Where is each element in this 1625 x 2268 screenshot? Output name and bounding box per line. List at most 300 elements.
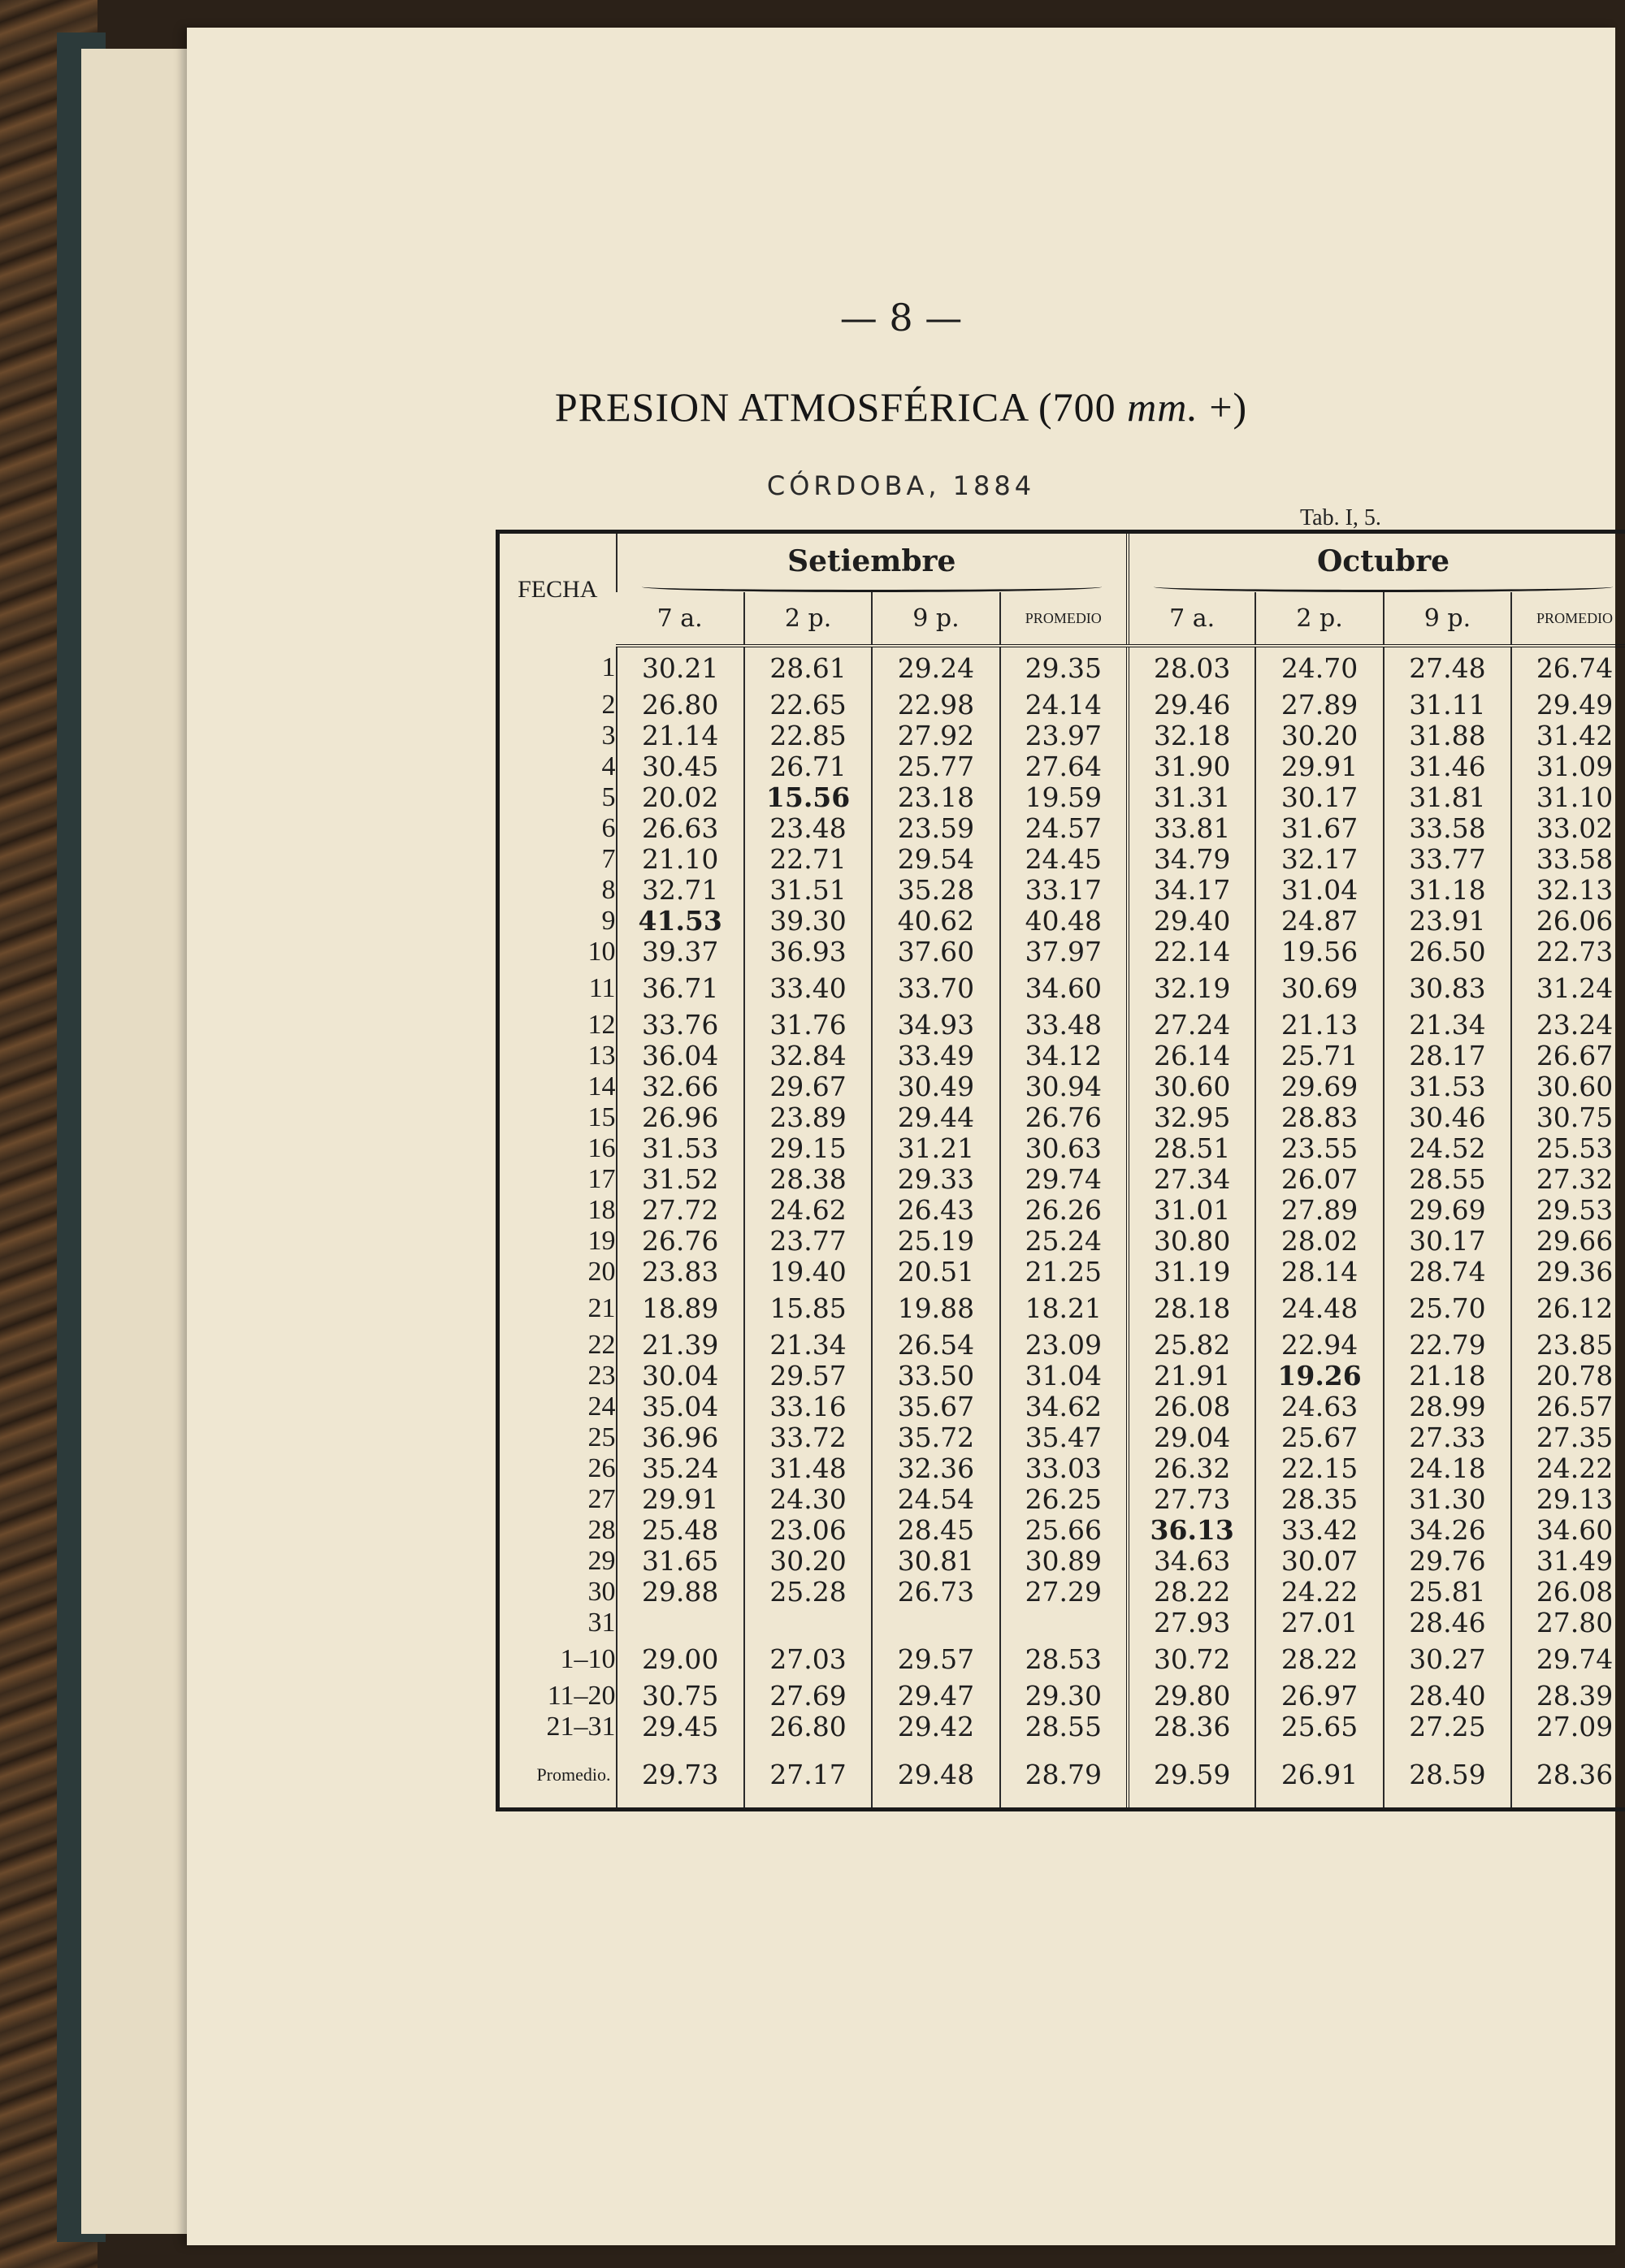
value-cell: 25.28 bbox=[744, 1577, 872, 1608]
value-cell: 30.27 bbox=[1384, 1638, 1511, 1681]
value-cell: 31.24 bbox=[1511, 967, 1625, 1010]
value-cell: 24.22 bbox=[1255, 1577, 1383, 1608]
value-cell: 22.94 bbox=[1255, 1330, 1383, 1361]
value-cell bbox=[1000, 1608, 1128, 1638]
value-cell: 29.04 bbox=[1128, 1422, 1255, 1453]
value-cell: 32.84 bbox=[744, 1041, 872, 1071]
value-cell: 30.75 bbox=[617, 1681, 744, 1712]
table-row bbox=[498, 751, 1625, 782]
value-cell: 26.73 bbox=[872, 1577, 999, 1608]
value-cell: 27.25 bbox=[1384, 1712, 1511, 1742]
value-cell: 28.51 bbox=[1128, 1133, 1255, 1164]
table-row bbox=[498, 1133, 1625, 1164]
value-cell: 26.67 bbox=[1511, 1041, 1625, 1071]
value-cell: 28.35 bbox=[1255, 1484, 1383, 1515]
value-cell: 23.89 bbox=[744, 1102, 872, 1133]
value-cell: 29.24 bbox=[872, 646, 999, 690]
value-cell: 21.34 bbox=[1384, 1010, 1511, 1041]
document-page bbox=[187, 28, 1615, 2245]
value-cell: 24.63 bbox=[1255, 1392, 1383, 1422]
value-cell: 25.71 bbox=[1255, 1041, 1383, 1071]
fecha-cell: 1 bbox=[601, 652, 616, 682]
value-cell: 33.48 bbox=[1000, 1010, 1128, 1041]
value-cell: 28.40 bbox=[1384, 1681, 1511, 1712]
title-unit: mm. bbox=[1127, 384, 1198, 430]
value-cell: 28.39 bbox=[1511, 1681, 1625, 1712]
value-cell: 28.59 bbox=[1384, 1742, 1511, 1810]
value-cell: 27.01 bbox=[1255, 1608, 1383, 1638]
table-row bbox=[498, 646, 1625, 690]
value-cell: 30.07 bbox=[1255, 1546, 1383, 1577]
table-row bbox=[498, 1484, 1625, 1515]
value-cell: 27.72 bbox=[617, 1195, 744, 1226]
month-header-octubre bbox=[1128, 532, 1625, 593]
value-cell: 26.26 bbox=[1000, 1195, 1128, 1226]
table-row bbox=[498, 1330, 1625, 1361]
value-cell: 22.65 bbox=[744, 690, 872, 721]
value-cell: 27.35 bbox=[1511, 1422, 1625, 1453]
value-cell: 31.65 bbox=[617, 1546, 744, 1577]
value-cell: 28.74 bbox=[1384, 1257, 1511, 1288]
col-header-sep-9p: 9 p. bbox=[872, 592, 999, 646]
value-cell: 24.70 bbox=[1255, 646, 1383, 690]
value-cell: 25.67 bbox=[1255, 1422, 1383, 1453]
value-cell: 23.18 bbox=[872, 782, 999, 813]
fecha-cell: 6 bbox=[601, 813, 616, 843]
value-cell: 31.52 bbox=[617, 1164, 744, 1195]
value-cell: 30.46 bbox=[1384, 1102, 1511, 1133]
fecha-cell: 11–20 bbox=[547, 1681, 616, 1711]
value-cell: 28.14 bbox=[1255, 1257, 1383, 1288]
col-header-oct-promedio: PROMEDIO bbox=[1511, 592, 1625, 646]
value-cell: 18.89 bbox=[617, 1288, 744, 1330]
value-cell: 26.74 bbox=[1511, 646, 1625, 690]
value-cell: 23.77 bbox=[744, 1226, 872, 1257]
value-cell: 37.97 bbox=[1000, 937, 1128, 967]
table-row bbox=[498, 1638, 1625, 1681]
table-row bbox=[498, 1608, 1625, 1638]
value-cell: 36.04 bbox=[617, 1041, 744, 1071]
value-cell: 31.01 bbox=[1128, 1195, 1255, 1226]
fecha-cell: 10 bbox=[587, 937, 616, 967]
value-cell: 22.14 bbox=[1128, 937, 1255, 967]
value-cell: 21.13 bbox=[1255, 1010, 1383, 1041]
value-cell: 29.69 bbox=[1255, 1071, 1383, 1102]
value-cell: 31.48 bbox=[744, 1453, 872, 1484]
fecha-cell: 1–10 bbox=[560, 1644, 616, 1674]
col-header-sep-promedio: PROMEDIO bbox=[1000, 592, 1128, 646]
value-cell: 36.96 bbox=[617, 1422, 744, 1453]
value-cell: 26.96 bbox=[617, 1102, 744, 1133]
value-cell: 33.72 bbox=[744, 1422, 872, 1453]
value-cell: 32.18 bbox=[1128, 721, 1255, 751]
value-cell: 20.51 bbox=[872, 1257, 999, 1288]
value-cell: 33.50 bbox=[872, 1361, 999, 1392]
value-cell: 28.53 bbox=[1000, 1638, 1128, 1681]
table-row bbox=[498, 1257, 1625, 1288]
value-cell: 21.39 bbox=[617, 1330, 744, 1361]
value-cell: 33.49 bbox=[872, 1041, 999, 1071]
value-cell: 26.71 bbox=[744, 751, 872, 782]
value-cell: 34.12 bbox=[1000, 1041, 1128, 1071]
value-cell: 34.60 bbox=[1511, 1515, 1625, 1546]
value-cell: 19.56 bbox=[1255, 937, 1383, 967]
value-cell: 23.24 bbox=[1511, 1010, 1625, 1041]
value-cell: 31.21 bbox=[872, 1133, 999, 1164]
page-subtitle: CÓRDOBA, 1884 bbox=[766, 470, 1036, 501]
month-label-octubre: Octubre bbox=[1316, 544, 1450, 578]
value-cell: 32.36 bbox=[872, 1453, 999, 1484]
value-cell: 30.80 bbox=[1128, 1226, 1255, 1257]
table-body bbox=[498, 646, 1625, 1810]
value-cell: 28.61 bbox=[744, 646, 872, 690]
value-cell: 30.69 bbox=[1255, 967, 1383, 1010]
table-row bbox=[498, 1071, 1625, 1102]
value-cell: 30.21 bbox=[617, 646, 744, 690]
fecha-cell: 7 bbox=[601, 844, 616, 874]
value-cell: 25.48 bbox=[617, 1515, 744, 1546]
value-cell: 31.67 bbox=[1255, 813, 1383, 844]
value-cell: 33.77 bbox=[1384, 844, 1511, 875]
page-number: — 8 — bbox=[839, 296, 963, 340]
value-cell: 26.12 bbox=[1511, 1288, 1625, 1330]
value-cell: 31.10 bbox=[1511, 782, 1625, 813]
fecha-cell: 21 bbox=[587, 1293, 616, 1323]
value-cell: 26.43 bbox=[872, 1195, 999, 1226]
value-cell: 29.44 bbox=[872, 1102, 999, 1133]
value-cell: 31.30 bbox=[1384, 1484, 1511, 1515]
value-cell: 23.48 bbox=[744, 813, 872, 844]
value-cell: 18.21 bbox=[1000, 1288, 1128, 1330]
value-cell bbox=[744, 1608, 872, 1638]
fecha-cell: 11 bbox=[588, 973, 616, 1003]
value-cell: 29.88 bbox=[617, 1577, 744, 1608]
value-cell: 29.53 bbox=[1511, 1195, 1625, 1226]
value-cell: 32.66 bbox=[617, 1071, 744, 1102]
value-cell bbox=[872, 1608, 999, 1638]
decorative-rule bbox=[642, 582, 1103, 592]
value-cell: 21.34 bbox=[744, 1330, 872, 1361]
value-cell: 24.45 bbox=[1000, 844, 1128, 875]
value-cell: 23.85 bbox=[1511, 1330, 1625, 1361]
table-row bbox=[498, 1712, 1625, 1742]
value-cell: 28.83 bbox=[1255, 1102, 1383, 1133]
value-cell: 33.58 bbox=[1511, 844, 1625, 875]
value-cell: 28.55 bbox=[1384, 1164, 1511, 1195]
value-cell: 33.16 bbox=[744, 1392, 872, 1422]
value-cell: 32.95 bbox=[1128, 1102, 1255, 1133]
fecha-cell: 18 bbox=[587, 1195, 616, 1225]
value-cell: 30.20 bbox=[1255, 721, 1383, 751]
value-cell: 26.08 bbox=[1128, 1392, 1255, 1422]
value-cell: 31.11 bbox=[1384, 690, 1511, 721]
value-cell: 30.75 bbox=[1511, 1102, 1625, 1133]
col-header-sep-2p: 2 p. bbox=[744, 592, 872, 646]
table-row bbox=[498, 690, 1625, 721]
value-cell: 29.66 bbox=[1511, 1226, 1625, 1257]
value-cell: 29.36 bbox=[1511, 1257, 1625, 1288]
table-row bbox=[498, 844, 1625, 875]
value-cell: 32.13 bbox=[1511, 875, 1625, 906]
value-cell: 23.59 bbox=[872, 813, 999, 844]
value-cell: 31.09 bbox=[1511, 751, 1625, 782]
value-cell: 21.18 bbox=[1384, 1361, 1511, 1392]
fecha-cell: 28 bbox=[587, 1515, 616, 1545]
value-cell: 29.57 bbox=[872, 1638, 999, 1681]
table-row bbox=[498, 1515, 1625, 1546]
fecha-cell: 21–31 bbox=[546, 1712, 616, 1742]
value-cell: 24.48 bbox=[1255, 1288, 1383, 1330]
value-cell: 36.13 bbox=[1128, 1515, 1255, 1546]
title-tail: +) bbox=[1198, 384, 1248, 430]
fecha-cell: 2 bbox=[601, 690, 616, 720]
value-cell: 34.60 bbox=[1000, 967, 1128, 1010]
value-cell: 29.40 bbox=[1128, 906, 1255, 937]
value-cell: 24.22 bbox=[1511, 1453, 1625, 1484]
value-cell: 33.70 bbox=[872, 967, 999, 1010]
value-cell: 24.18 bbox=[1384, 1453, 1511, 1484]
value-cell: 33.02 bbox=[1511, 813, 1625, 844]
value-cell: 19.88 bbox=[872, 1288, 999, 1330]
value-cell: 34.79 bbox=[1128, 844, 1255, 875]
value-cell: 27.89 bbox=[1255, 1195, 1383, 1226]
value-cell: 34.63 bbox=[1128, 1546, 1255, 1577]
fecha-cell: 30 bbox=[587, 1577, 616, 1607]
value-cell: 28.22 bbox=[1255, 1638, 1383, 1681]
value-cell: 27.34 bbox=[1128, 1164, 1255, 1195]
value-cell: 30.17 bbox=[1384, 1226, 1511, 1257]
fecha-cell: 27 bbox=[587, 1484, 616, 1514]
value-cell: 25.77 bbox=[872, 751, 999, 782]
value-cell: 29.48 bbox=[872, 1742, 999, 1810]
value-cell: 31.04 bbox=[1000, 1361, 1128, 1392]
table-row bbox=[498, 813, 1625, 844]
value-cell: 33.76 bbox=[617, 1010, 744, 1041]
value-cell: 23.83 bbox=[617, 1257, 744, 1288]
value-cell: 27.93 bbox=[1128, 1608, 1255, 1638]
fecha-cell: 5 bbox=[601, 782, 616, 812]
value-cell: 33.42 bbox=[1255, 1515, 1383, 1546]
table-row bbox=[498, 1742, 1625, 1810]
value-cell: 37.60 bbox=[872, 937, 999, 967]
value-cell: 31.90 bbox=[1128, 751, 1255, 782]
value-cell: 39.30 bbox=[744, 906, 872, 937]
value-cell: 29.91 bbox=[1255, 751, 1383, 782]
col-header-sep-7a: 7 a. bbox=[617, 592, 744, 646]
fecha-cell: 20 bbox=[587, 1257, 616, 1287]
value-cell: 24.87 bbox=[1255, 906, 1383, 937]
table-reference: Tab. I, 5. bbox=[1300, 505, 1381, 530]
col-header-oct-9p: 9 p. bbox=[1384, 592, 1511, 646]
value-cell: 30.60 bbox=[1511, 1071, 1625, 1102]
value-cell: 26.57 bbox=[1511, 1392, 1625, 1422]
value-cell: 22.79 bbox=[1384, 1330, 1511, 1361]
value-cell: 33.17 bbox=[1000, 875, 1128, 906]
pressure-table bbox=[496, 530, 1625, 1811]
value-cell: 23.91 bbox=[1384, 906, 1511, 937]
value-cell: 22.98 bbox=[872, 690, 999, 721]
value-cell: 24.54 bbox=[872, 1484, 999, 1515]
value-cell: 25.65 bbox=[1255, 1712, 1383, 1742]
value-cell: 25.82 bbox=[1128, 1330, 1255, 1361]
value-cell: 29.33 bbox=[872, 1164, 999, 1195]
value-cell: 30.72 bbox=[1128, 1638, 1255, 1681]
value-cell: 31.76 bbox=[744, 1010, 872, 1041]
value-cell: 31.51 bbox=[744, 875, 872, 906]
fecha-cell: 22 bbox=[587, 1330, 616, 1360]
pressure-table-wrap bbox=[496, 530, 1625, 1959]
value-cell: 28.18 bbox=[1128, 1288, 1255, 1330]
table-row bbox=[498, 782, 1625, 813]
value-cell: 23.09 bbox=[1000, 1330, 1128, 1361]
value-cell: 26.08 bbox=[1511, 1577, 1625, 1608]
fecha-cell: 16 bbox=[587, 1133, 616, 1163]
value-cell: 26.50 bbox=[1384, 937, 1511, 967]
value-cell: 28.45 bbox=[872, 1515, 999, 1546]
value-cell: 24.14 bbox=[1000, 690, 1128, 721]
value-cell: 24.30 bbox=[744, 1484, 872, 1515]
value-cell: 28.36 bbox=[1511, 1742, 1625, 1810]
value-cell: 23.06 bbox=[744, 1515, 872, 1546]
value-cell: 29.74 bbox=[1000, 1164, 1128, 1195]
value-cell: 28.02 bbox=[1255, 1226, 1383, 1257]
value-cell: 26.63 bbox=[617, 813, 744, 844]
value-cell: 36.93 bbox=[744, 937, 872, 967]
value-cell: 19.40 bbox=[744, 1257, 872, 1288]
fecha-cell: 9 bbox=[601, 906, 616, 936]
value-cell: 27.09 bbox=[1511, 1712, 1625, 1742]
value-cell: 28.36 bbox=[1128, 1712, 1255, 1742]
value-cell: 31.53 bbox=[617, 1133, 744, 1164]
value-cell: 33.40 bbox=[744, 967, 872, 1010]
value-cell: 29.59 bbox=[1128, 1742, 1255, 1810]
table-row bbox=[498, 1392, 1625, 1422]
value-cell: 29.45 bbox=[617, 1712, 744, 1742]
value-cell: 34.62 bbox=[1000, 1392, 1128, 1422]
value-cell: 30.60 bbox=[1128, 1071, 1255, 1102]
value-cell: 21.14 bbox=[617, 721, 744, 751]
value-cell: 31.19 bbox=[1128, 1257, 1255, 1288]
value-cell: 39.37 bbox=[617, 937, 744, 967]
value-cell: 26.25 bbox=[1000, 1484, 1128, 1515]
value-cell: 25.70 bbox=[1384, 1288, 1511, 1330]
value-cell: 26.14 bbox=[1128, 1041, 1255, 1071]
value-cell: 29.47 bbox=[872, 1681, 999, 1712]
value-cell: 32.17 bbox=[1255, 844, 1383, 875]
value-cell: 19.59 bbox=[1000, 782, 1128, 813]
value-cell: 21.91 bbox=[1128, 1361, 1255, 1392]
value-cell: 15.56 bbox=[744, 782, 872, 813]
value-cell: 35.28 bbox=[872, 875, 999, 906]
table-row bbox=[498, 1102, 1625, 1133]
value-cell: 29.80 bbox=[1128, 1681, 1255, 1712]
value-cell: 28.17 bbox=[1384, 1041, 1511, 1071]
value-cell: 30.04 bbox=[617, 1361, 744, 1392]
fecha-cell: 31 bbox=[587, 1608, 616, 1638]
value-cell: 29.69 bbox=[1384, 1195, 1511, 1226]
value-cell: 26.97 bbox=[1255, 1681, 1383, 1712]
value-cell: 33.03 bbox=[1000, 1453, 1128, 1484]
table-row bbox=[498, 1361, 1625, 1392]
value-cell: 34.26 bbox=[1384, 1515, 1511, 1546]
value-cell: 26.80 bbox=[617, 690, 744, 721]
value-cell: 31.88 bbox=[1384, 721, 1511, 751]
value-cell: 31.04 bbox=[1255, 875, 1383, 906]
value-cell: 21.10 bbox=[617, 844, 744, 875]
value-cell: 27.89 bbox=[1255, 690, 1383, 721]
value-cell: 29.74 bbox=[1511, 1638, 1625, 1681]
month-header-setiembre bbox=[617, 532, 1129, 593]
table-row bbox=[498, 1453, 1625, 1484]
value-cell: 31.53 bbox=[1384, 1071, 1511, 1102]
fecha-cell: 15 bbox=[587, 1102, 616, 1132]
table-row bbox=[498, 1010, 1625, 1041]
table-row bbox=[498, 906, 1625, 937]
value-cell: 35.67 bbox=[872, 1392, 999, 1422]
value-cell: 28.99 bbox=[1384, 1392, 1511, 1422]
title-main: PRESION ATMOSFÉRICA (700 bbox=[554, 384, 1128, 430]
value-cell: 27.32 bbox=[1511, 1164, 1625, 1195]
value-cell: 40.48 bbox=[1000, 906, 1128, 937]
table-row bbox=[498, 967, 1625, 1010]
value-cell: 29.73 bbox=[617, 1742, 744, 1810]
value-cell: 34.17 bbox=[1128, 875, 1255, 906]
table-row bbox=[498, 1041, 1625, 1071]
value-cell: 24.57 bbox=[1000, 813, 1128, 844]
value-cell: 26.80 bbox=[744, 1712, 872, 1742]
value-cell: 22.71 bbox=[744, 844, 872, 875]
value-cell: 32.19 bbox=[1128, 967, 1255, 1010]
value-cell: 30.17 bbox=[1255, 782, 1383, 813]
value-cell: 30.45 bbox=[617, 751, 744, 782]
value-cell: 28.46 bbox=[1384, 1608, 1511, 1638]
table-row bbox=[498, 721, 1625, 751]
value-cell: 30.81 bbox=[872, 1546, 999, 1577]
value-cell: 28.79 bbox=[1000, 1742, 1128, 1810]
value-cell: 21.25 bbox=[1000, 1257, 1128, 1288]
table-row bbox=[498, 1422, 1625, 1453]
value-cell: 29.00 bbox=[617, 1638, 744, 1681]
value-cell: 26.54 bbox=[872, 1330, 999, 1361]
value-cell: 26.06 bbox=[1511, 906, 1625, 937]
value-cell: 31.42 bbox=[1511, 721, 1625, 751]
fecha-cell: 8 bbox=[601, 875, 616, 905]
value-cell: 29.54 bbox=[872, 844, 999, 875]
value-cell: 33.58 bbox=[1384, 813, 1511, 844]
value-cell: 15.85 bbox=[744, 1288, 872, 1330]
table-row bbox=[498, 1577, 1625, 1608]
value-cell: 29.42 bbox=[872, 1712, 999, 1742]
value-cell: 19.26 bbox=[1255, 1361, 1383, 1392]
value-cell: 30.63 bbox=[1000, 1133, 1128, 1164]
fecha-cell: 13 bbox=[587, 1041, 616, 1071]
value-cell: 27.17 bbox=[744, 1742, 872, 1810]
table-row bbox=[498, 1546, 1625, 1577]
fecha-cell: 29 bbox=[587, 1546, 616, 1576]
value-cell: 25.19 bbox=[872, 1226, 999, 1257]
value-cell: 25.24 bbox=[1000, 1226, 1128, 1257]
value-cell: 22.15 bbox=[1255, 1453, 1383, 1484]
col-header-oct-7a: 7 a. bbox=[1128, 592, 1255, 646]
value-cell: 30.83 bbox=[1384, 967, 1511, 1010]
value-cell: 29.49 bbox=[1511, 690, 1625, 721]
value-cell bbox=[617, 1608, 744, 1638]
decorative-rule bbox=[1154, 582, 1613, 592]
value-cell: 27.80 bbox=[1511, 1608, 1625, 1638]
fecha-cell: 17 bbox=[587, 1164, 616, 1194]
table-row bbox=[498, 1288, 1625, 1330]
value-cell: 31.46 bbox=[1384, 751, 1511, 782]
